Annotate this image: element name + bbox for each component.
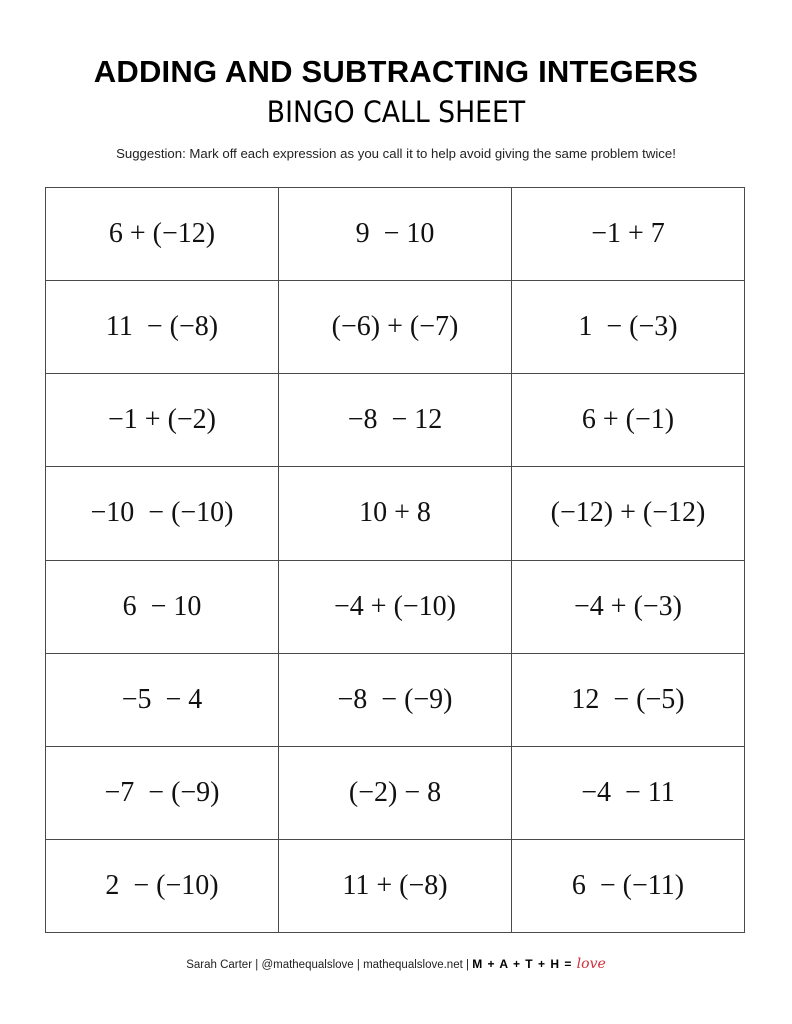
expression-cell: −8 − 12 xyxy=(279,374,512,467)
page-subtitle: BINGO CALL SHEET xyxy=(266,95,526,129)
grid-row xyxy=(46,746,745,839)
page-title: ADDING AND SUBTRACTING INTEGERS xyxy=(93,54,699,89)
grid-row xyxy=(46,653,745,746)
expression-cell: 9 − 10 xyxy=(279,188,512,281)
expression-cell: 6 + (−12) xyxy=(46,188,279,281)
expression-cell: −1 + 7 xyxy=(512,188,745,281)
footer-website: mathequalslove.net xyxy=(363,959,463,971)
grid-row xyxy=(46,188,745,281)
grid-row xyxy=(46,281,745,374)
expression-cell: 10 + 8 xyxy=(279,467,512,560)
expression-cell: −1 + (−2) xyxy=(46,374,279,467)
footer-handle: @mathequalslove xyxy=(261,959,354,971)
expression-cell: −10 − (−10) xyxy=(46,467,279,560)
grid-row xyxy=(46,374,745,467)
footer-separator: | xyxy=(353,959,364,971)
expression-cell: −5 − 4 xyxy=(46,653,279,746)
expression-cell: 6 − (−11) xyxy=(512,839,745,932)
suggestion-text: Suggestion: Mark off each expression as you call it to help avoid giving the same problem twice! xyxy=(116,146,676,161)
expression-cell: (−2) − 8 xyxy=(279,746,512,839)
expression-cell: 6 + (−1) xyxy=(512,374,745,467)
expression-cell: −4 + (−10) xyxy=(279,560,512,653)
grid-row xyxy=(46,839,745,932)
expression-cell: 2 − (−10) xyxy=(46,839,279,932)
expression-cell: 12 − (−5) xyxy=(512,653,745,746)
expression-cell: −8 − (−9) xyxy=(279,653,512,746)
expression-cell: (−12) + (−12) xyxy=(512,467,745,560)
expression-cell: 6 − 10 xyxy=(46,560,279,653)
footer-separator: | xyxy=(252,959,262,971)
expression-cell: 1 − (−3) xyxy=(512,281,745,374)
bingo-call-grid xyxy=(45,187,745,933)
expression-cell: −4 − 11 xyxy=(512,746,745,839)
grid-row xyxy=(46,467,745,560)
footer-separator: | xyxy=(462,959,473,971)
grid-row xyxy=(46,560,745,653)
expression-cell: (−6) + (−7) xyxy=(279,281,512,374)
footer xyxy=(0,956,792,972)
expression-cell: 11 − (−8) xyxy=(46,281,279,374)
expression-cell: −4 + (−3) xyxy=(512,560,745,653)
expression-cell: 11 + (−8) xyxy=(279,839,512,932)
footer-author: Sarah Carter xyxy=(186,959,253,971)
expression-cell: −7 − (−9) xyxy=(46,746,279,839)
footer-love-logo: love xyxy=(576,956,606,972)
footer-brand: M + A + T + H = xyxy=(472,957,577,971)
